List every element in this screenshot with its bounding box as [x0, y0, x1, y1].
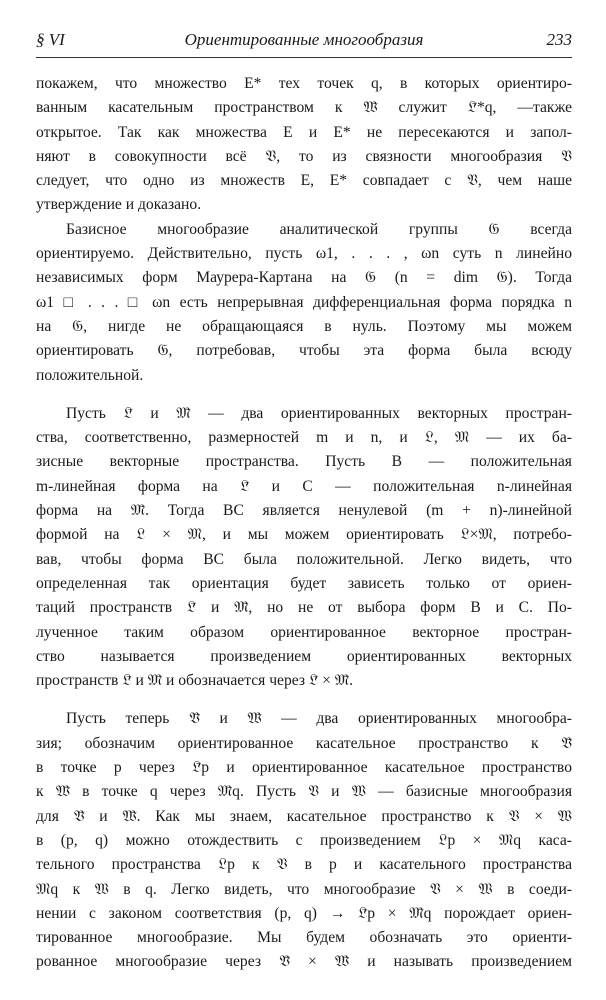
- text-line: нении с законом соответствия (p, q) → 𝔏̃p × 𝔐̃q порождает ориен-: [36, 904, 572, 922]
- paragraph-p2: [36, 218, 572, 388]
- text-line: ω1 □ . . . □ ωn есть непрерывная дифференциальная форма порядка n: [36, 293, 572, 311]
- page-number: 233: [546, 30, 572, 49]
- text-line: Пусть 𝔏̃ и 𝔐̃ — два ориентированных векторных простран-: [66, 404, 572, 422]
- paragraph-p3: [36, 402, 572, 694]
- text-line: независимых форм Маурера-Картана на 𝔊 (n = dim 𝔊). Тогда: [36, 269, 572, 287]
- paragraph-p1: [36, 72, 572, 218]
- text-line: таций пространств 𝔏̃ и 𝔐̃, но не от выбора форм B и C. По-: [36, 599, 572, 617]
- text-line: зисные векторные пространства. Пусть B — положительная: [36, 453, 572, 471]
- text-line: формой на 𝔏 × 𝔐, и мы можем ориентировать 𝔏×𝔐, потребо-: [36, 526, 572, 544]
- text-line: лученное таким образом ориентированное векторное простран-: [36, 623, 572, 641]
- text-line: к 𝔚̃ в точке q через 𝔐̃q. Пусть 𝔙 и 𝔚 — базисные многообразия: [36, 783, 572, 801]
- paragraph-gap: [36, 693, 572, 707]
- text-line: ориентируемо. Действительно, пусть ω1, . . . , ωn суть n линейно: [36, 245, 572, 263]
- text-line: в (p, q) можно отождествить с произведением 𝔏p × 𝔐q каса-: [36, 831, 572, 849]
- paragraph-p4: [36, 707, 572, 974]
- text-line: форма на 𝔐̃. Тогда BC является ненулевой (m + n)-линейной: [36, 502, 572, 520]
- text-line: следует, что одно из множеств E, E* совпадает с 𝔙, чем наше: [36, 172, 572, 190]
- text-line: тельного пространства 𝔏p к 𝔙 в p и касательного пространства: [36, 856, 572, 874]
- text-line: ванным касательным пространством к 𝔚̃ служит 𝔏̃*q, —также: [36, 99, 572, 117]
- page-body: [36, 72, 572, 975]
- header-rule: [36, 57, 572, 58]
- text-line: в точке p через 𝔏̃p и ориентированное касательное пространство: [36, 759, 572, 777]
- text-line: 𝔐q к 𝔚 в q. Легко видеть, что многообразие 𝔙 × 𝔚 в соеди-: [36, 880, 572, 898]
- text-line: определенная так ориентация будет зависеть только от ориен-: [36, 574, 572, 592]
- text-line: на 𝔊, нигде не обращающаяся в нуль. Поэтому мы можем: [36, 317, 572, 335]
- text-line: ства, соответственно, размерностей m и n, и 𝔏, 𝔐 — их ба-: [36, 429, 572, 447]
- text-line: пространств 𝔏̃ и 𝔐̃ и обозначается через 𝔏̃ × 𝔐̃.: [36, 672, 354, 690]
- running-header: [36, 30, 572, 54]
- text-line: рованное многообразие через 𝔙̃ × 𝔚̃ и называть произведением: [36, 953, 572, 971]
- text-line: ство называется произведением ориентированных векторных: [36, 647, 572, 665]
- text-line: няют в совокупности всё 𝔙, то из связности многообразия 𝔙: [36, 147, 572, 165]
- text-line: утверждение и доказано.: [36, 196, 202, 214]
- text-line: открытое. Так как множества E и E* не пересекаются и запол-: [36, 123, 572, 141]
- chapter-title: Ориентированные многообразия: [184, 30, 424, 49]
- text-line: m-линейная форма на 𝔏̃ и C — положительная n-линейная: [36, 477, 572, 495]
- text-line: для 𝔙̃ и 𝔚̃. Как мы знаем, касательное пространство к 𝔙 × 𝔚: [36, 807, 572, 825]
- text-line: зия; обозначим ориентированное касательное пространство к 𝔙̃: [36, 734, 572, 752]
- text-line: положительной.: [36, 366, 144, 384]
- section-number: § VI: [36, 30, 65, 49]
- paragraph-gap: [36, 388, 572, 402]
- text-line: Пусть теперь 𝔙̃ и 𝔚̃ — два ориентированных многообра-: [66, 710, 572, 728]
- text-line: ориентировать 𝔊, потребовав, чтобы эта форма была всюду: [36, 342, 572, 360]
- text-line: тированное многообразие. Мы будем обозначать это ориенти-: [36, 929, 572, 947]
- text-line: Базисное многообразие аналитической группы 𝔊 всегда: [66, 220, 572, 238]
- text-line: вав, чтобы форма BC была положительной. Легко видеть, что: [36, 550, 572, 568]
- text-line: покажем, что множество E* тех точек q, в которых ориентиро-: [36, 75, 572, 92]
